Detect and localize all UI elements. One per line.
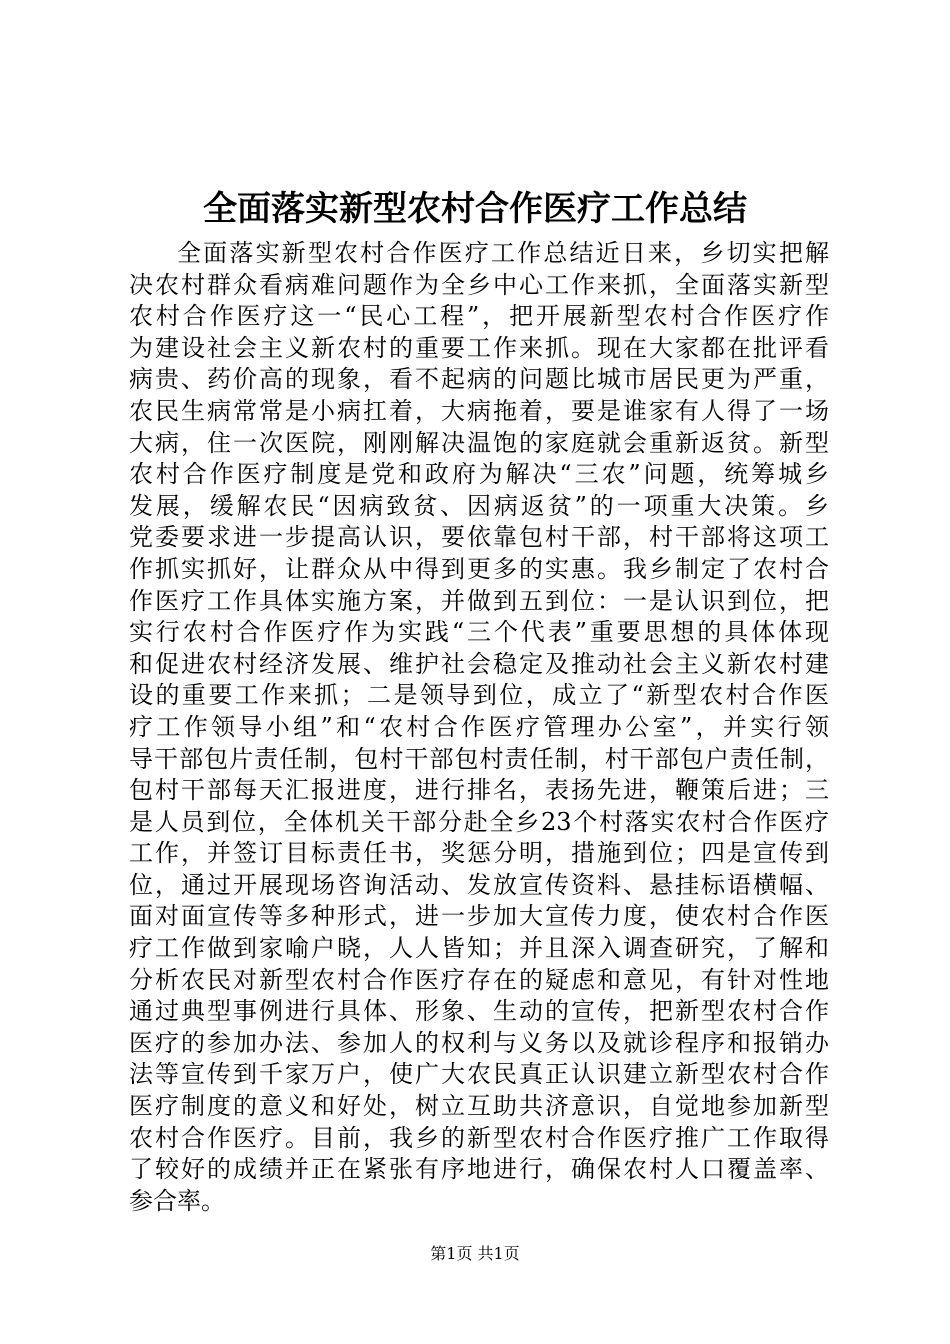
body-line: 设的重要工作来抓；二是领导到位，成立了“新型农村合作医 [129, 681, 829, 710]
body-line: 病贵、药价高的现象，看不起病的问题比城市居民更为严重， [129, 365, 829, 394]
body-line: 疗工作领导小组”和“农村合作医疗管理办公室”，并实行领 [129, 712, 829, 741]
body-line: 工作，并签订目标责任书，奖惩分明，措施到位；四是宣传到 [129, 839, 829, 868]
body-line: 包村干部每天汇报进度，进行排名，表扬先进，鞭策后进；三 [129, 776, 829, 805]
body-line: 通过典型事例进行具体、形象、生动的宣传，把新型农村合作 [129, 997, 829, 1026]
body-line: 疗工作做到家喻户晓，人人皆知；并且深入调查研究，了解和 [129, 934, 829, 963]
body-line: 和促进农村经济发展、维护社会稳定及推动社会主义新农村建 [129, 649, 829, 678]
document-body [129, 238, 829, 1217]
body-line: 为建设社会主义新农村的重要工作来抓。现在大家都在批评看 [129, 333, 829, 362]
body-line: 参合率。 [129, 1186, 225, 1215]
document-title: 全面落实新型农村合作医疗工作总结 [203, 189, 747, 229]
body-line: 决农村群众看病难问题作为全乡中心工作来抓，全面落实新型 [129, 270, 829, 299]
body-line: 是人员到位，全体机关干部分赴全乡23个村落实农村合作医疗 [129, 807, 829, 836]
body-line: 医疗的参加办法、参加人的权利与义务以及就诊程序和报销办 [129, 1028, 829, 1057]
body-line: 医疗制度的意义和好处，树立互助共济意识，自觉地参加新型 [129, 1092, 829, 1121]
body-line: 农民生病常常是小病扛着，大病拖着，要是谁家有人得了一场 [129, 396, 829, 425]
body-line: 农村合作医疗制度是党和政府为解决“三农”问题，统筹城乡 [129, 460, 829, 489]
body-line: 位，通过开展现场咨询活动、发放宣传资料、悬挂标语横幅、 [129, 870, 829, 899]
body-line: 党委要求进一步提高认识，要依靠包村干部，村干部将这项工 [129, 523, 829, 552]
body-line: 分析农民对新型农村合作医疗存在的疑虑和意见，有针对性地 [129, 965, 829, 994]
body-line: 作医疗工作具体实施方案，并做到五到位：一是认识到位，把 [129, 586, 829, 615]
body-line: 农村合作医疗这一“民心工程”，把开展新型农村合作医疗作 [129, 302, 829, 331]
body-line: 了较好的成绩并正在紧张有序地进行，确保农村人口覆盖率、 [129, 1155, 829, 1184]
body-line: 大病，住一次医院，刚刚解决温饱的家庭就会重新返贫。新型 [129, 428, 829, 457]
body-line: 实行农村合作医疗作为实践“三个代表”重要思想的具体体现 [129, 618, 829, 647]
body-line: 发展，缓解农民“因病致贫、因病返贫”的一项重大决策。乡 [129, 491, 829, 520]
body-line: 作抓实抓好，让群众从中得到更多的实惠。我乡制定了农村合 [129, 554, 829, 583]
body-line: 全面落实新型农村合作医疗工作总结近日来，乡切实把解 [177, 239, 829, 267]
body-line: 面对面宣传等多种形式，进一步加大宣传力度，使农村合作医 [129, 902, 829, 931]
page-footer: 第1页 共1页 [430, 1244, 520, 1263]
body-line: 导干部包片责任制，包村干部包村责任制，村干部包户责任制， [129, 744, 829, 773]
body-line: 法等宣传到千家万户，使广大农民真正认识建立新型农村合作 [129, 1060, 829, 1089]
body-line: 农村合作医疗。目前，我乡的新型农村合作医疗推广工作取得 [129, 1123, 829, 1152]
